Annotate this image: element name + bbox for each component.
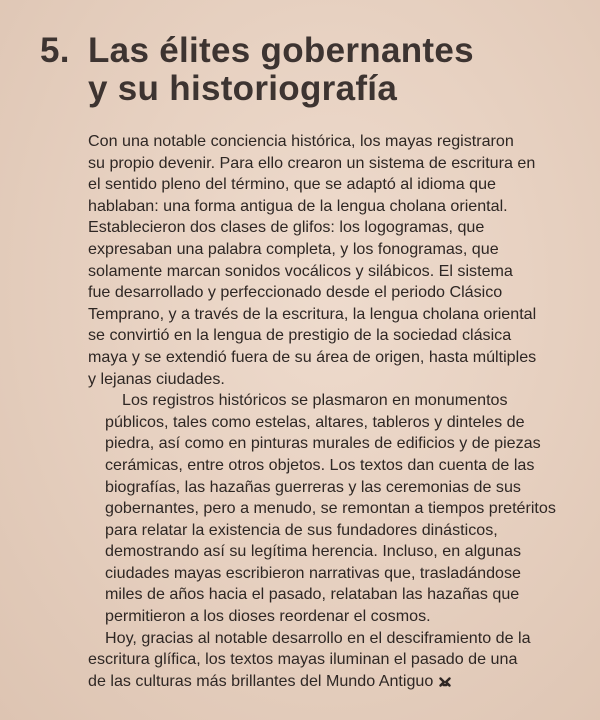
text-line: se convirtió en la lengua de prestigio de la sociedad clásica — [88, 326, 512, 345]
text-line — [88, 671, 568, 693]
section-number: 5. — [40, 31, 70, 70]
text-line: permitieron a los dioses reordenar el cosmos. — [105, 607, 431, 626]
end-of-text-glyph-icon — [439, 673, 451, 685]
text-line: escritura glífica, los textos mayas iluminan el pasado de una — [88, 650, 518, 669]
text-line: ciudades mayas escribieron narrativas que, trasladándose — [105, 563, 521, 582]
text-line: piedra, así como en pinturas murales de edificios y de piezas — [105, 434, 541, 453]
text-line-content: de las culturas más brillantes del Mundo Antiguo — [88, 671, 434, 690]
paragraph-1 — [88, 131, 568, 390]
text-line: maya y se extendió fuera de su área de origen, hasta múltiples — [88, 347, 537, 366]
text-line: y lejanas ciudades. — [88, 369, 225, 388]
text-line: solamente marcan sonidos vocálicos y silábicos. El sistema — [88, 261, 513, 280]
text-line: Temprano, y a través de la escritura, la lengua cholana oriental — [88, 304, 537, 323]
text-line: Con una notable conciencia histórica, los mayas registraron — [88, 132, 514, 150]
section-title-line-2: y su historiografía — [88, 69, 398, 108]
text-line: cerámicas, entre otros objetos. Los textos dan cuenta de las — [105, 455, 535, 474]
text-line: miles de años hacia el pasado, relataban las hazañas que — [105, 585, 520, 604]
paragraph-2 — [88, 390, 568, 628]
paragraph-3 — [88, 628, 568, 693]
section-title — [40, 32, 474, 108]
text-line: fue desarrollado y perfeccionado desde el periodo Clásico — [88, 283, 503, 302]
text-line: hablaban: una forma antigua de la lengua cholana oriental. — [88, 196, 508, 215]
text-line: públicos, tales como estelas, altares, tableros y dinteles de — [105, 412, 525, 431]
body-text — [88, 131, 568, 692]
text-line: Hoy, gracias al notable desarrollo en el desciframiento de la — [105, 628, 531, 647]
text-line: Los registros históricos se plasmaron en monumentos — [122, 391, 508, 410]
text-line: demostrando así su legítima herencia. Incluso, en algunas — [105, 542, 522, 561]
text-line: biografías, las hazañas guerreras y las ceremonias de sus — [105, 477, 521, 496]
text-line: su propio devenir. Para ello crearon un sistema de escritura en — [88, 153, 536, 172]
text-line: expresaban una palabra completa, y los fonogramas, que — [88, 239, 499, 258]
section-title-line-1: Las élites gobernantes — [88, 31, 474, 70]
text-line: el sentido pleno del término, que se adaptó al idioma que — [88, 175, 496, 194]
text-line: para relatar la existencia de sus fundadores dinásticos, — [105, 520, 498, 539]
text-line: Establecieron dos clases de glifos: los logogramas, que — [88, 218, 485, 237]
text-line: gobernantes, pero a menudo, se remontan a tiempos pretéritos — [105, 499, 556, 518]
